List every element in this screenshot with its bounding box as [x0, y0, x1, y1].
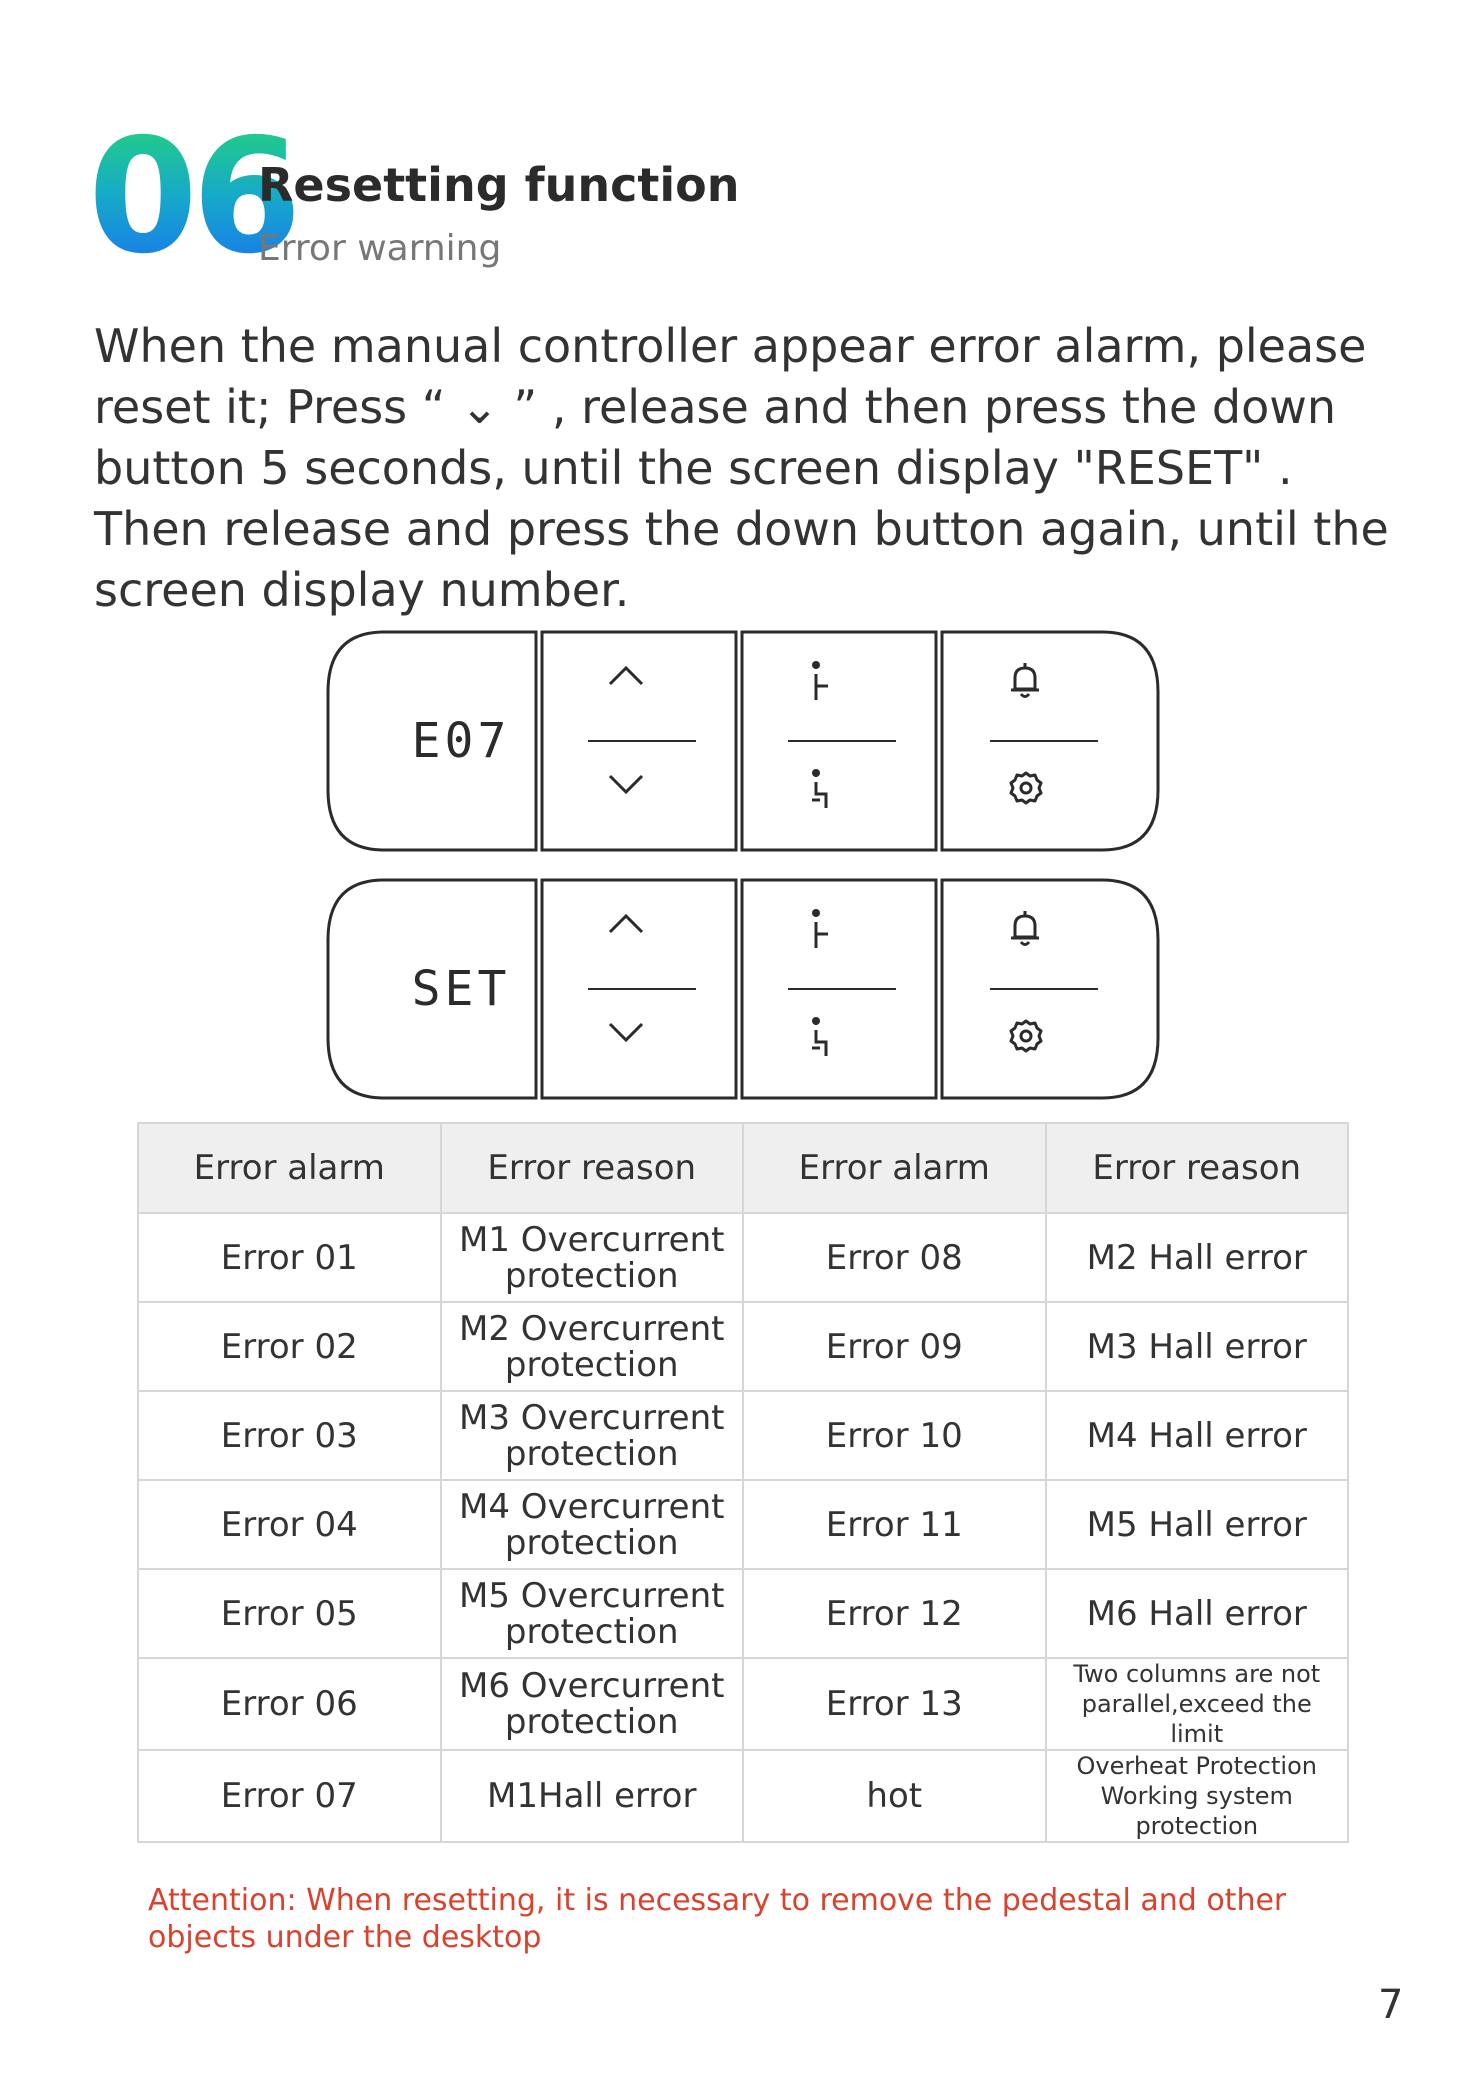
table-cell: Error 12: [743, 1569, 1046, 1658]
section-title: Resetting function: [258, 158, 740, 212]
table-cell: Error 08: [743, 1213, 1046, 1302]
bell-icon: [1008, 910, 1042, 948]
section-subtitle: Error warning: [258, 228, 502, 269]
table-cell: M1Hall error: [441, 1750, 744, 1842]
table-cell: hot: [743, 1750, 1046, 1842]
page-number: 7: [1378, 1982, 1404, 2028]
table-cell: Error 05: [138, 1569, 441, 1658]
table-cell: M2 Hall error: [1046, 1213, 1349, 1302]
table-cell: M4 Hall error: [1046, 1391, 1349, 1480]
reminder-button[interactable]: [1008, 662, 1080, 718]
table-header-row: [138, 1123, 1348, 1213]
sit-icon: [806, 1016, 836, 1060]
column-header: Error alarm: [138, 1123, 441, 1213]
display-readout: E07: [411, 713, 511, 769]
table-cell: M6 Hall error: [1046, 1569, 1349, 1658]
table-cell: Overheat Protection Working system protection: [1046, 1750, 1349, 1842]
column-header: Error reason: [1046, 1123, 1349, 1213]
table-cell: M6 Overcurrent protection: [441, 1658, 744, 1750]
down-button[interactable]: [606, 772, 678, 828]
stand-icon: [806, 908, 836, 952]
intro-line: When the manual controller appear error alarm, please: [94, 319, 1367, 373]
settings-button[interactable]: [1008, 770, 1080, 826]
down-button[interactable]: [606, 1020, 678, 1076]
table-row: [138, 1658, 1348, 1750]
error-table: [137, 1122, 1349, 1843]
table-cell: Error 06: [138, 1658, 441, 1750]
table-cell: Error 02: [138, 1302, 441, 1391]
down-arrow-icon: [606, 772, 646, 798]
table-row: [138, 1302, 1348, 1391]
intro-line: button 5 seconds, until the screen display "RESET" .: [94, 441, 1293, 495]
table-cell: M2 Overcurrent protection: [441, 1302, 744, 1391]
table-cell: Error 09: [743, 1302, 1046, 1391]
intro-paragraph: [94, 316, 1414, 621]
settings-button[interactable]: [1008, 1018, 1080, 1074]
gear-icon: [1008, 770, 1044, 806]
table-cell: Error 04: [138, 1480, 441, 1569]
table-cell: M1 Overcurrent protection: [441, 1213, 744, 1302]
up-arrow-icon: [606, 910, 646, 936]
table-cell: M5 Overcurrent protection: [441, 1569, 744, 1658]
table-cell: Error 10: [743, 1391, 1046, 1480]
table-row: [138, 1480, 1348, 1569]
up-button[interactable]: [606, 910, 678, 966]
intro-line: Then release and press the down button again, until the: [94, 502, 1389, 556]
up-arrow-icon: [606, 662, 646, 688]
sit-icon: [806, 768, 836, 812]
intro-line: screen display number.: [94, 563, 630, 617]
display-readout: SET: [411, 961, 511, 1017]
table-cell: Two columns are not parallel,exceed the limit: [1046, 1658, 1349, 1750]
table-cell: M5 Hall error: [1046, 1480, 1349, 1569]
table-cell: M3 Overcurrent protection: [441, 1391, 744, 1480]
stand-icon: [806, 660, 836, 704]
table-row: [138, 1750, 1348, 1842]
table-cell: M3 Hall error: [1046, 1302, 1349, 1391]
table-cell: Error 11: [743, 1480, 1046, 1569]
column-header: Error reason: [441, 1123, 744, 1213]
controller-panel-error: [326, 630, 1160, 852]
table-cell: Error 07: [138, 1750, 441, 1842]
down-arrow-icon: [606, 1020, 646, 1046]
table-cell: M4 Overcurrent protection: [441, 1480, 744, 1569]
table-row: [138, 1391, 1348, 1480]
stand-preset-button[interactable]: [806, 660, 878, 716]
table-cell: Error 13: [743, 1658, 1046, 1750]
table-row: [138, 1569, 1348, 1658]
column-header: Error alarm: [743, 1123, 1046, 1213]
table-row: [138, 1213, 1348, 1302]
up-button[interactable]: [606, 662, 678, 718]
section-number: 06: [88, 105, 296, 289]
gear-icon: [1008, 1018, 1044, 1054]
sit-preset-button[interactable]: [806, 1016, 878, 1072]
controller-panel-reset: [326, 878, 1160, 1100]
table-cell: Error 01: [138, 1213, 441, 1302]
reminder-button[interactable]: [1008, 910, 1080, 966]
stand-preset-button[interactable]: [806, 908, 878, 964]
attention-note: Attention: When resetting, it is necessary to remove the pedestal and other objects under the desktop: [148, 1883, 1287, 1955]
sit-preset-button[interactable]: [806, 768, 878, 824]
bell-icon: [1008, 662, 1042, 700]
table-cell: Error 03: [138, 1391, 441, 1480]
intro-line: reset it; Press “ ⌄ ” , release and then press the down: [94, 380, 1337, 434]
